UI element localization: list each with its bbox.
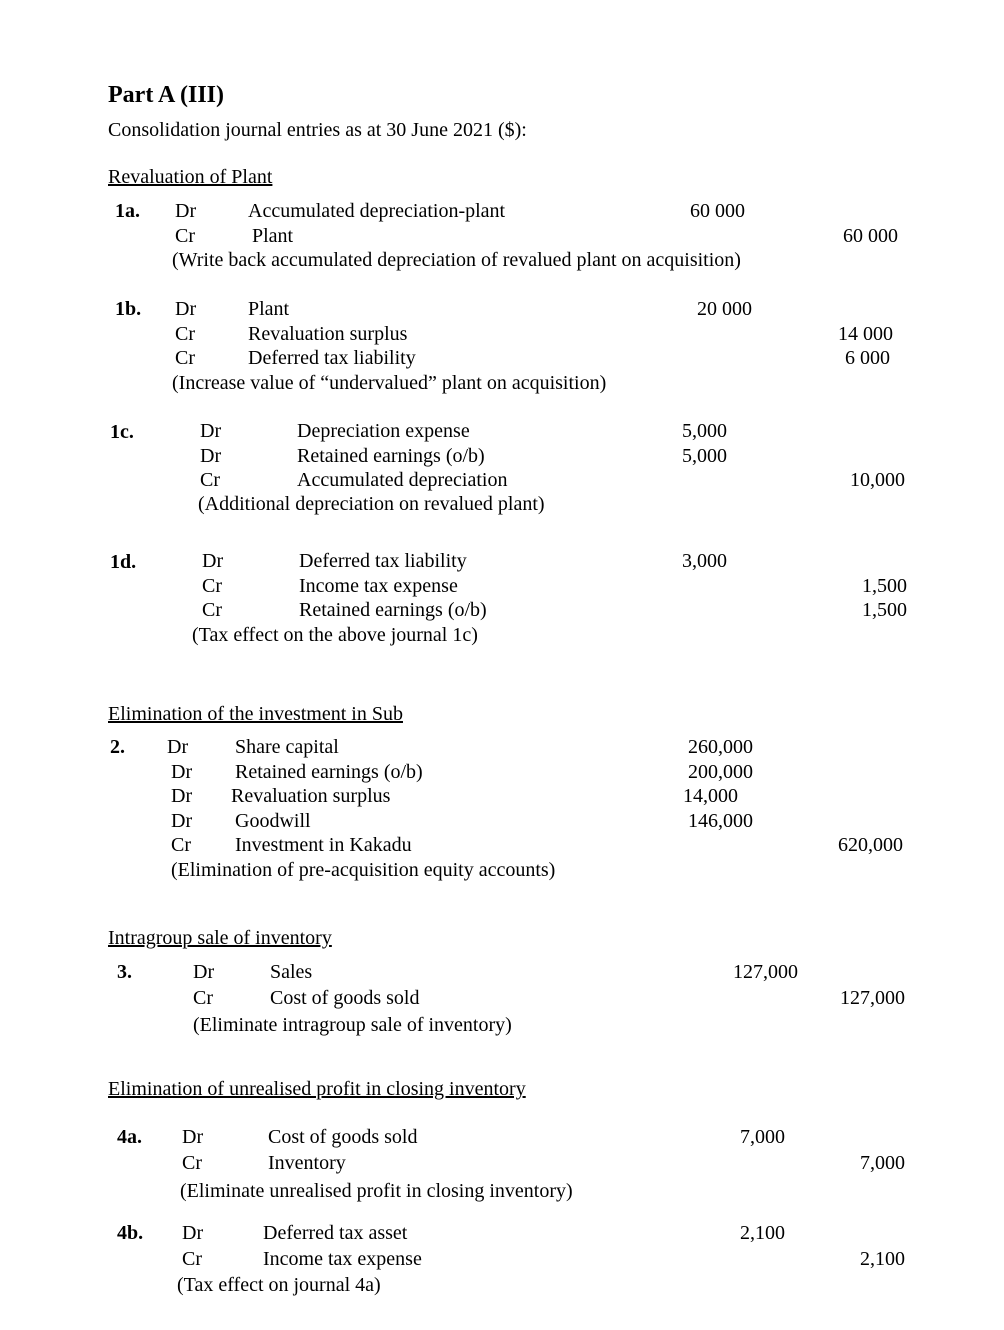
entry-account: Depreciation expense	[297, 420, 470, 442]
entry-side: Dr	[175, 298, 197, 320]
entry-account: Deferred tax liability	[299, 550, 467, 572]
entry-account: Plant	[248, 298, 290, 320]
entry-debit: 146,000	[688, 810, 753, 832]
entry-credit: 1,500	[862, 575, 907, 597]
entry-side: Dr	[193, 961, 215, 983]
entry-debit: 20 000	[697, 298, 752, 320]
entry-side: Cr	[171, 834, 191, 856]
entry-side: Cr	[182, 1152, 202, 1174]
entry-account: Retained earnings (o/b)	[297, 445, 485, 467]
entry-side: Cr	[193, 987, 213, 1009]
entry-side: Dr	[171, 810, 193, 832]
entry-account: Retained earnings (o/b)	[235, 761, 423, 783]
section-heading-elimination: Elimination of the investment in Sub	[108, 703, 403, 725]
entry-debit: 2,100	[740, 1222, 785, 1244]
entry-side: Cr	[202, 575, 222, 597]
entry-debit: 3,000	[682, 550, 727, 572]
entry-account: Investment in Kakadu	[235, 834, 412, 856]
entry-side: Dr	[200, 420, 222, 442]
entry-number: 2.	[110, 736, 125, 758]
entry-credit: 7,000	[860, 1152, 905, 1174]
entry-narration: (Tax effect on the above journal 1c)	[192, 624, 478, 646]
entry-account: Cost of goods sold	[268, 1126, 418, 1148]
entry-credit: 127,000	[840, 987, 905, 1009]
entry-account: Income tax expense	[263, 1248, 422, 1270]
entry-side: Dr	[171, 785, 193, 807]
entry-account: Plant	[252, 225, 294, 247]
entry-credit: 60 000	[843, 225, 898, 247]
entry-credit: 620,000	[838, 834, 903, 856]
entry-side: Cr	[175, 347, 195, 369]
entry-credit: 10,000	[850, 469, 905, 491]
entry-debit: 260,000	[688, 736, 753, 758]
entry-side: Dr	[200, 445, 222, 467]
entry-account: Deferred tax asset	[263, 1222, 408, 1244]
entry-debit: 14,000	[683, 785, 738, 807]
entry-account: Accumulated depreciation	[297, 469, 508, 491]
entry-credit: 2,100	[860, 1248, 905, 1270]
entry-narration: (Increase value of “undervalued” plant on acquisition)	[172, 372, 607, 394]
entry-number: 1a.	[115, 200, 140, 222]
entry-account: Accumulated depreciation-plant	[248, 200, 506, 222]
entry-debit: 7,000	[740, 1126, 785, 1148]
entry-side: Dr	[167, 736, 189, 758]
entry-account: Goodwill	[235, 810, 311, 832]
entry-debit: 200,000	[688, 761, 753, 783]
entry-number: 1b.	[115, 298, 142, 320]
page-title: Part A (III)	[108, 82, 224, 108]
entry-account: Sales	[270, 961, 313, 983]
entry-side: Cr	[175, 225, 195, 247]
entry-side: Cr	[200, 469, 220, 491]
entry-debit: 60 000	[690, 200, 745, 222]
entry-narration: (Write back accumulated depreciation of revalued plant on acquisition)	[172, 249, 741, 271]
entry-debit: 5,000	[682, 445, 727, 467]
entry-side: Cr	[182, 1248, 202, 1270]
entry-account: Revaluation surplus	[231, 785, 391, 807]
entry-side: Dr	[175, 200, 197, 222]
entry-debit: 5,000	[682, 420, 727, 442]
entry-number: 3.	[117, 961, 132, 983]
entry-number: 4a.	[117, 1126, 142, 1148]
entry-account: Income tax expense	[299, 575, 458, 597]
entry-credit: 14 000	[838, 323, 893, 345]
entry-narration: (Elimination of pre-acquisition equity accounts)	[171, 859, 556, 881]
entry-narration: (Additional depreciation on revalued plant)	[198, 493, 545, 515]
entry-credit: 1,500	[862, 599, 907, 621]
entry-side: Dr	[202, 550, 224, 572]
entry-side: Cr	[175, 323, 195, 345]
page-subtitle: Consolidation journal entries as at 30 June 2021 ($):	[108, 119, 527, 141]
section-heading-unrealised: Elimination of unrealised profit in closing inventory	[108, 1078, 526, 1100]
entry-account: Share capital	[235, 736, 339, 758]
entry-narration: (Eliminate intragroup sale of inventory)	[193, 1014, 512, 1036]
entry-side: Cr	[202, 599, 222, 621]
entry-side: Dr	[182, 1126, 204, 1148]
entry-side: Dr	[182, 1222, 204, 1244]
entry-narration: (Eliminate unrealised profit in closing inventory)	[180, 1180, 573, 1202]
entry-account: Deferred tax liability	[248, 347, 416, 369]
entry-account: Revaluation surplus	[248, 323, 408, 345]
entry-number: 4b.	[117, 1222, 144, 1244]
entry-credit: 6 000	[845, 347, 890, 369]
entry-side: Dr	[171, 761, 193, 783]
entry-account: Inventory	[268, 1152, 346, 1174]
entry-narration: (Tax effect on journal 4a)	[177, 1274, 381, 1296]
entry-account: Cost of goods sold	[270, 987, 420, 1009]
entry-number: 1d.	[110, 551, 137, 573]
section-heading-revaluation: Revaluation of Plant	[108, 166, 273, 188]
entry-account: Retained earnings (o/b)	[299, 599, 487, 621]
entry-debit: 127,000	[733, 961, 798, 983]
section-heading-intragroup: Intragroup sale of inventory	[108, 927, 332, 949]
entry-number: 1c.	[110, 421, 134, 443]
